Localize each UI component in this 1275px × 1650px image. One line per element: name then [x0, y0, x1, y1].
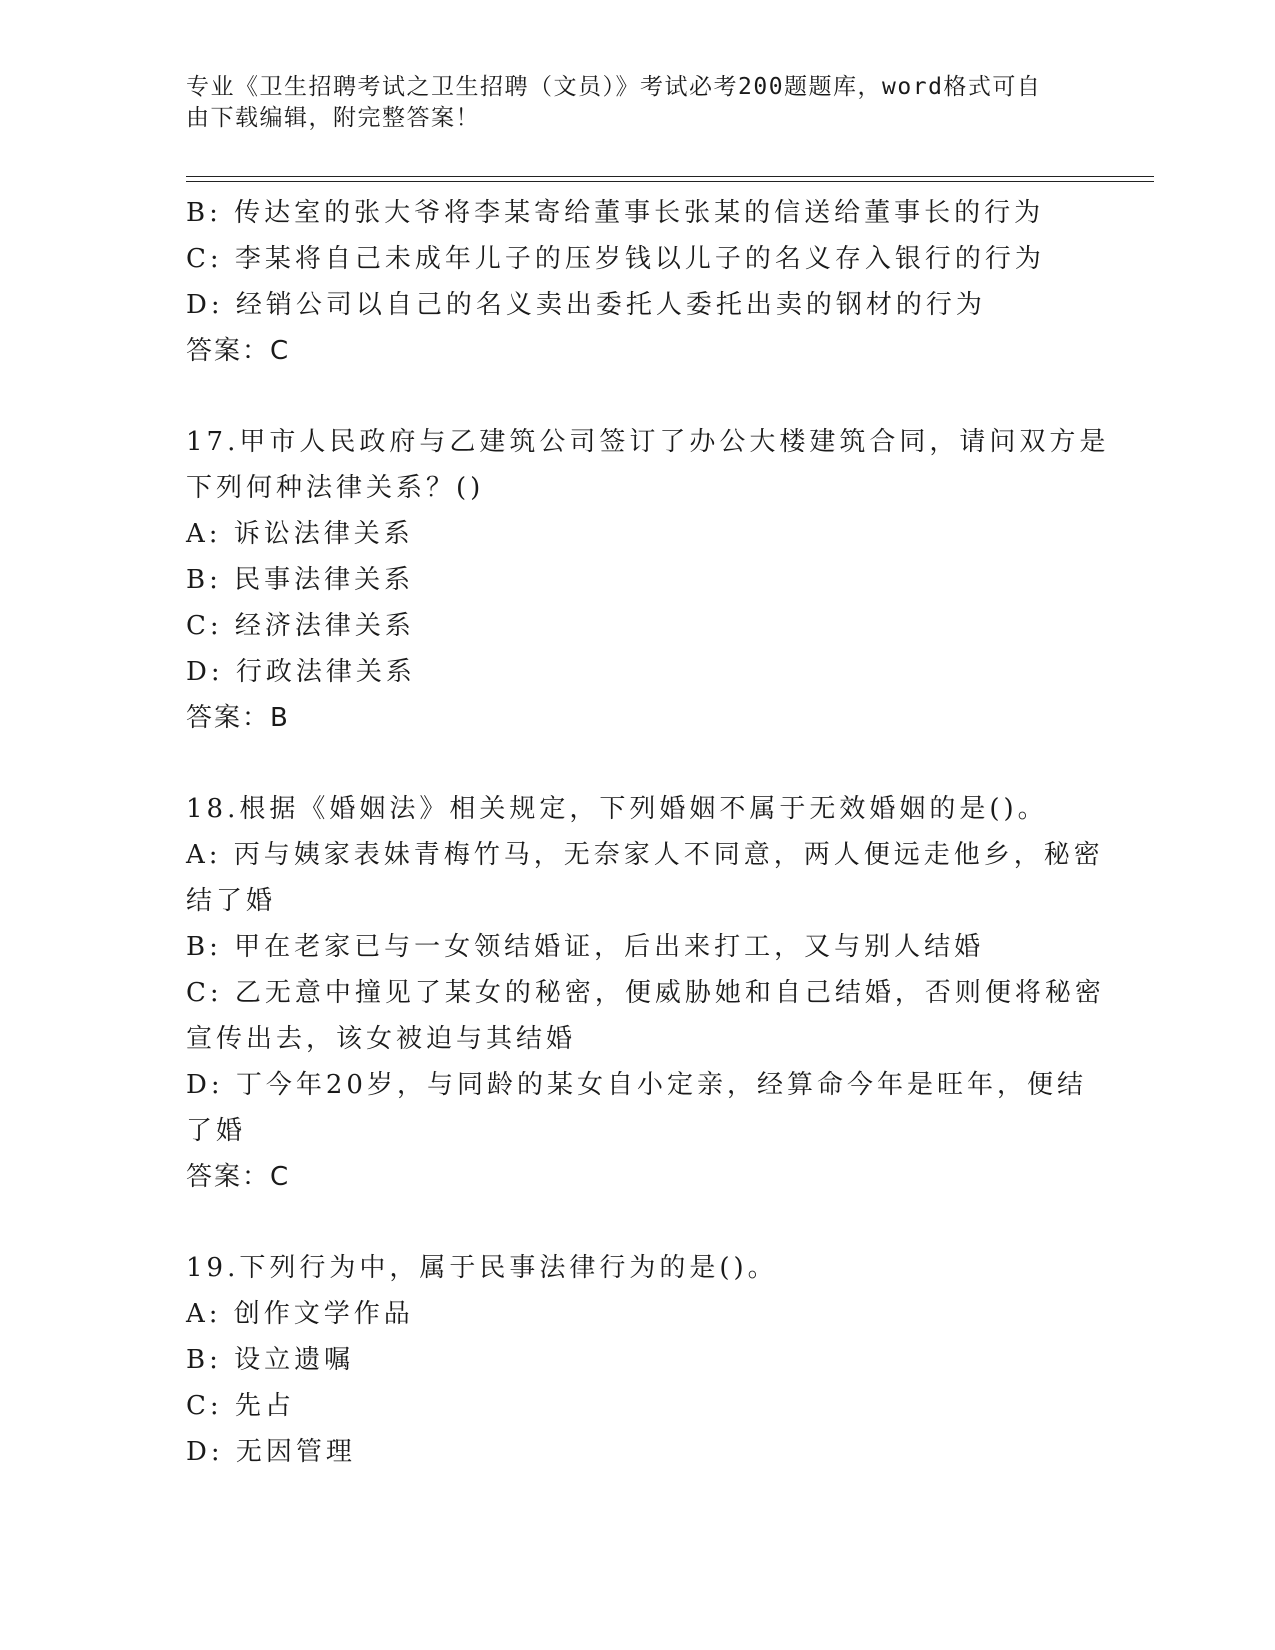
question-17	[186, 419, 1110, 741]
option-a-continued: 结了婚	[186, 886, 277, 916]
question-19	[186, 1245, 1086, 1475]
option-d: D: 行政法律关系	[186, 657, 416, 687]
question-spacer	[186, 374, 1086, 419]
option-d: D: 丁今年20岁，与同龄的某女自小定亲，经算命今年是旺年，便结	[186, 1070, 1087, 1100]
option-d-continued: 了婚	[186, 1116, 247, 1146]
question-stem: 18.根据《婚姻法》相关规定，下列婚姻不属于无效婚姻的是()。	[186, 794, 1048, 824]
answer-line: 答案：C	[186, 1162, 291, 1192]
option-a: A: 丙与姨家表妹青梅竹马，无奈家人不同意，两人便远走他乡，秘密	[186, 840, 1104, 870]
option-b: B: 民事法律关系	[186, 565, 415, 595]
option-b: B: 设立遗嘱	[186, 1345, 355, 1375]
option-c: C: 先占	[186, 1391, 295, 1421]
header-divider-top	[186, 176, 1154, 177]
option-c: C: 李某将自己未成年儿子的压岁钱以儿子的名义存入银行的行为	[186, 244, 1045, 274]
header-line-2: 由下载编辑，附完整答案！	[186, 105, 480, 131]
question-spacer	[186, 1200, 1086, 1245]
document-header	[186, 72, 1066, 134]
option-b: B: 传达室的张大爷将李某寄给董事长张某的信送给董事长的行为	[186, 198, 1045, 228]
header-divider-bottom	[186, 181, 1154, 182]
question-stem-continued: 下列何种法律关系？()	[186, 473, 485, 503]
option-c-continued: 宣传出去，该女被迫与其结婚	[186, 1024, 577, 1054]
option-b: B: 甲在老家已与一女领结婚证，后出来打工，又与别人结婚	[186, 932, 985, 962]
option-d: D: 无因管理	[186, 1437, 356, 1467]
option-c: C: 经济法律关系	[186, 611, 415, 641]
option-a: A: 诉讼法律关系	[186, 519, 414, 549]
question-stem: 19.下列行为中，属于民事法律行为的是()。	[186, 1253, 778, 1283]
answer-line: 答案：B	[186, 703, 290, 733]
question-list	[186, 190, 1110, 1475]
header-line-1: 专业《卫生招聘考试之卫生招聘（文员）》考试必考200题题库，word格式可自	[186, 74, 1042, 100]
question-stem: 17.甲市人民政府与乙建筑公司签订了办公大楼建筑合同，请问双方是	[186, 427, 1110, 457]
answer-line: 答案：C	[186, 336, 291, 366]
question-spacer	[186, 741, 1086, 786]
option-d: D: 经销公司以自己的名义卖出委托人委托出卖的钢材的行为	[186, 290, 986, 320]
question-18	[186, 786, 1105, 1200]
option-c: C: 乙无意中撞见了某女的秘密，便威胁她和自己结婚，否则便将秘密	[186, 978, 1105, 1008]
question-16-tail	[186, 190, 1086, 374]
option-a: A: 创作文学作品	[186, 1299, 414, 1329]
